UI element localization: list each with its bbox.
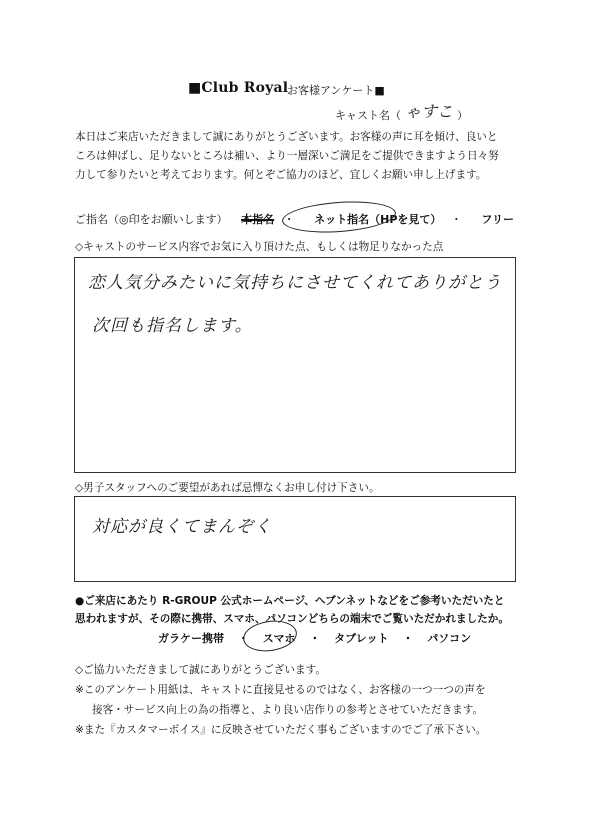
closing-note: 接客・サービス向上の為の指導と、より良い店作りの参考とさせていただきます。 bbox=[92, 704, 484, 716]
intro-line: ころは伸ばし、足りないところは補い、より一層深いご満足をご提供できますよう日々努 bbox=[75, 150, 499, 162]
group-question-line: ●ご来店にあたり R-GROUP 公式ホームページ、ヘブンネットなどをご参考いただいたと bbox=[75, 595, 505, 607]
cast-name-close: ） bbox=[457, 109, 469, 122]
separator-dot: ・ bbox=[283, 213, 295, 226]
designation-label: ご指名（◎印をお願いします） bbox=[75, 213, 228, 226]
closing-note: ※このアンケート用紙は、キャストに直接見せるのではなく、お客様の一つ一つの声を bbox=[75, 684, 486, 696]
group-question bbox=[75, 592, 545, 628]
designation-option-net-note: （HPを見て） bbox=[369, 213, 442, 226]
device-option-feature-phone[interactable]: ガラケー携帯 bbox=[158, 632, 224, 645]
survey-subtitle: お客様アンケート■ bbox=[287, 84, 385, 97]
question-cast-service: ◇キャストのサービス内容でお気に入り頂けた点、もしくは物足りなかった点 bbox=[75, 241, 444, 253]
designation-option-net[interactable]: ネット指名 bbox=[314, 213, 370, 226]
survey-title: ■Club Royal bbox=[188, 80, 289, 96]
device-option-smartphone[interactable]: スマホ bbox=[262, 632, 296, 645]
closing-thanks: ◇ご協力いただきまして誠にありがとうございます。 bbox=[75, 664, 326, 676]
intro-line: 力して参りたいと考えております。何とぞご協力のほど、宜しくお願い申し上げます。 bbox=[75, 169, 487, 181]
intro-paragraph bbox=[75, 128, 535, 185]
answer-male-staff: 対応が良くてまんぞく bbox=[92, 517, 272, 537]
answer-box-male-staff[interactable] bbox=[74, 496, 516, 582]
designation-option-main[interactable]: 本指名 bbox=[241, 213, 275, 226]
selection-circle bbox=[281, 198, 397, 236]
cast-name-field bbox=[335, 101, 468, 124]
cast-name-label: キャスト名（ bbox=[335, 109, 401, 122]
answer-cast-service-line: 恋人気分みたいに気持ちにさせてくれてありがとう bbox=[88, 273, 502, 293]
closing-note: ※また『カスタマーボイス』に反映させていただく事もございますのでご了承下さい。 bbox=[75, 724, 487, 736]
answer-cast-service-line: 次回も指名します。 bbox=[92, 316, 253, 336]
designation-option-free[interactable]: フリー bbox=[481, 213, 514, 226]
device-option-tablet[interactable]: タブレット bbox=[334, 632, 389, 645]
separator-dot: ・ bbox=[309, 632, 321, 645]
question-male-staff: ◇男子スタッフへのご要望があれば忌憚なくお申し付け下さい。 bbox=[75, 482, 380, 494]
separator-dot: ・ bbox=[402, 632, 414, 645]
device-options bbox=[158, 630, 471, 646]
intro-line: 本日はご来店いただきまして誠にありがとうございます。お客様の声に耳を傾け、良いと bbox=[75, 131, 498, 143]
device-option-pc[interactable]: パソコン bbox=[427, 632, 472, 645]
cast-name-handwritten: ゃすこ bbox=[405, 102, 454, 121]
closing-notes bbox=[75, 660, 486, 740]
separator-dot: ・ bbox=[450, 213, 462, 226]
separator-dot: ・ bbox=[237, 632, 249, 645]
group-question-line: 思われますが、その際に携帯、スマホ、パソコンどちらの端末でご覧いただかれましたか。 bbox=[75, 613, 509, 625]
